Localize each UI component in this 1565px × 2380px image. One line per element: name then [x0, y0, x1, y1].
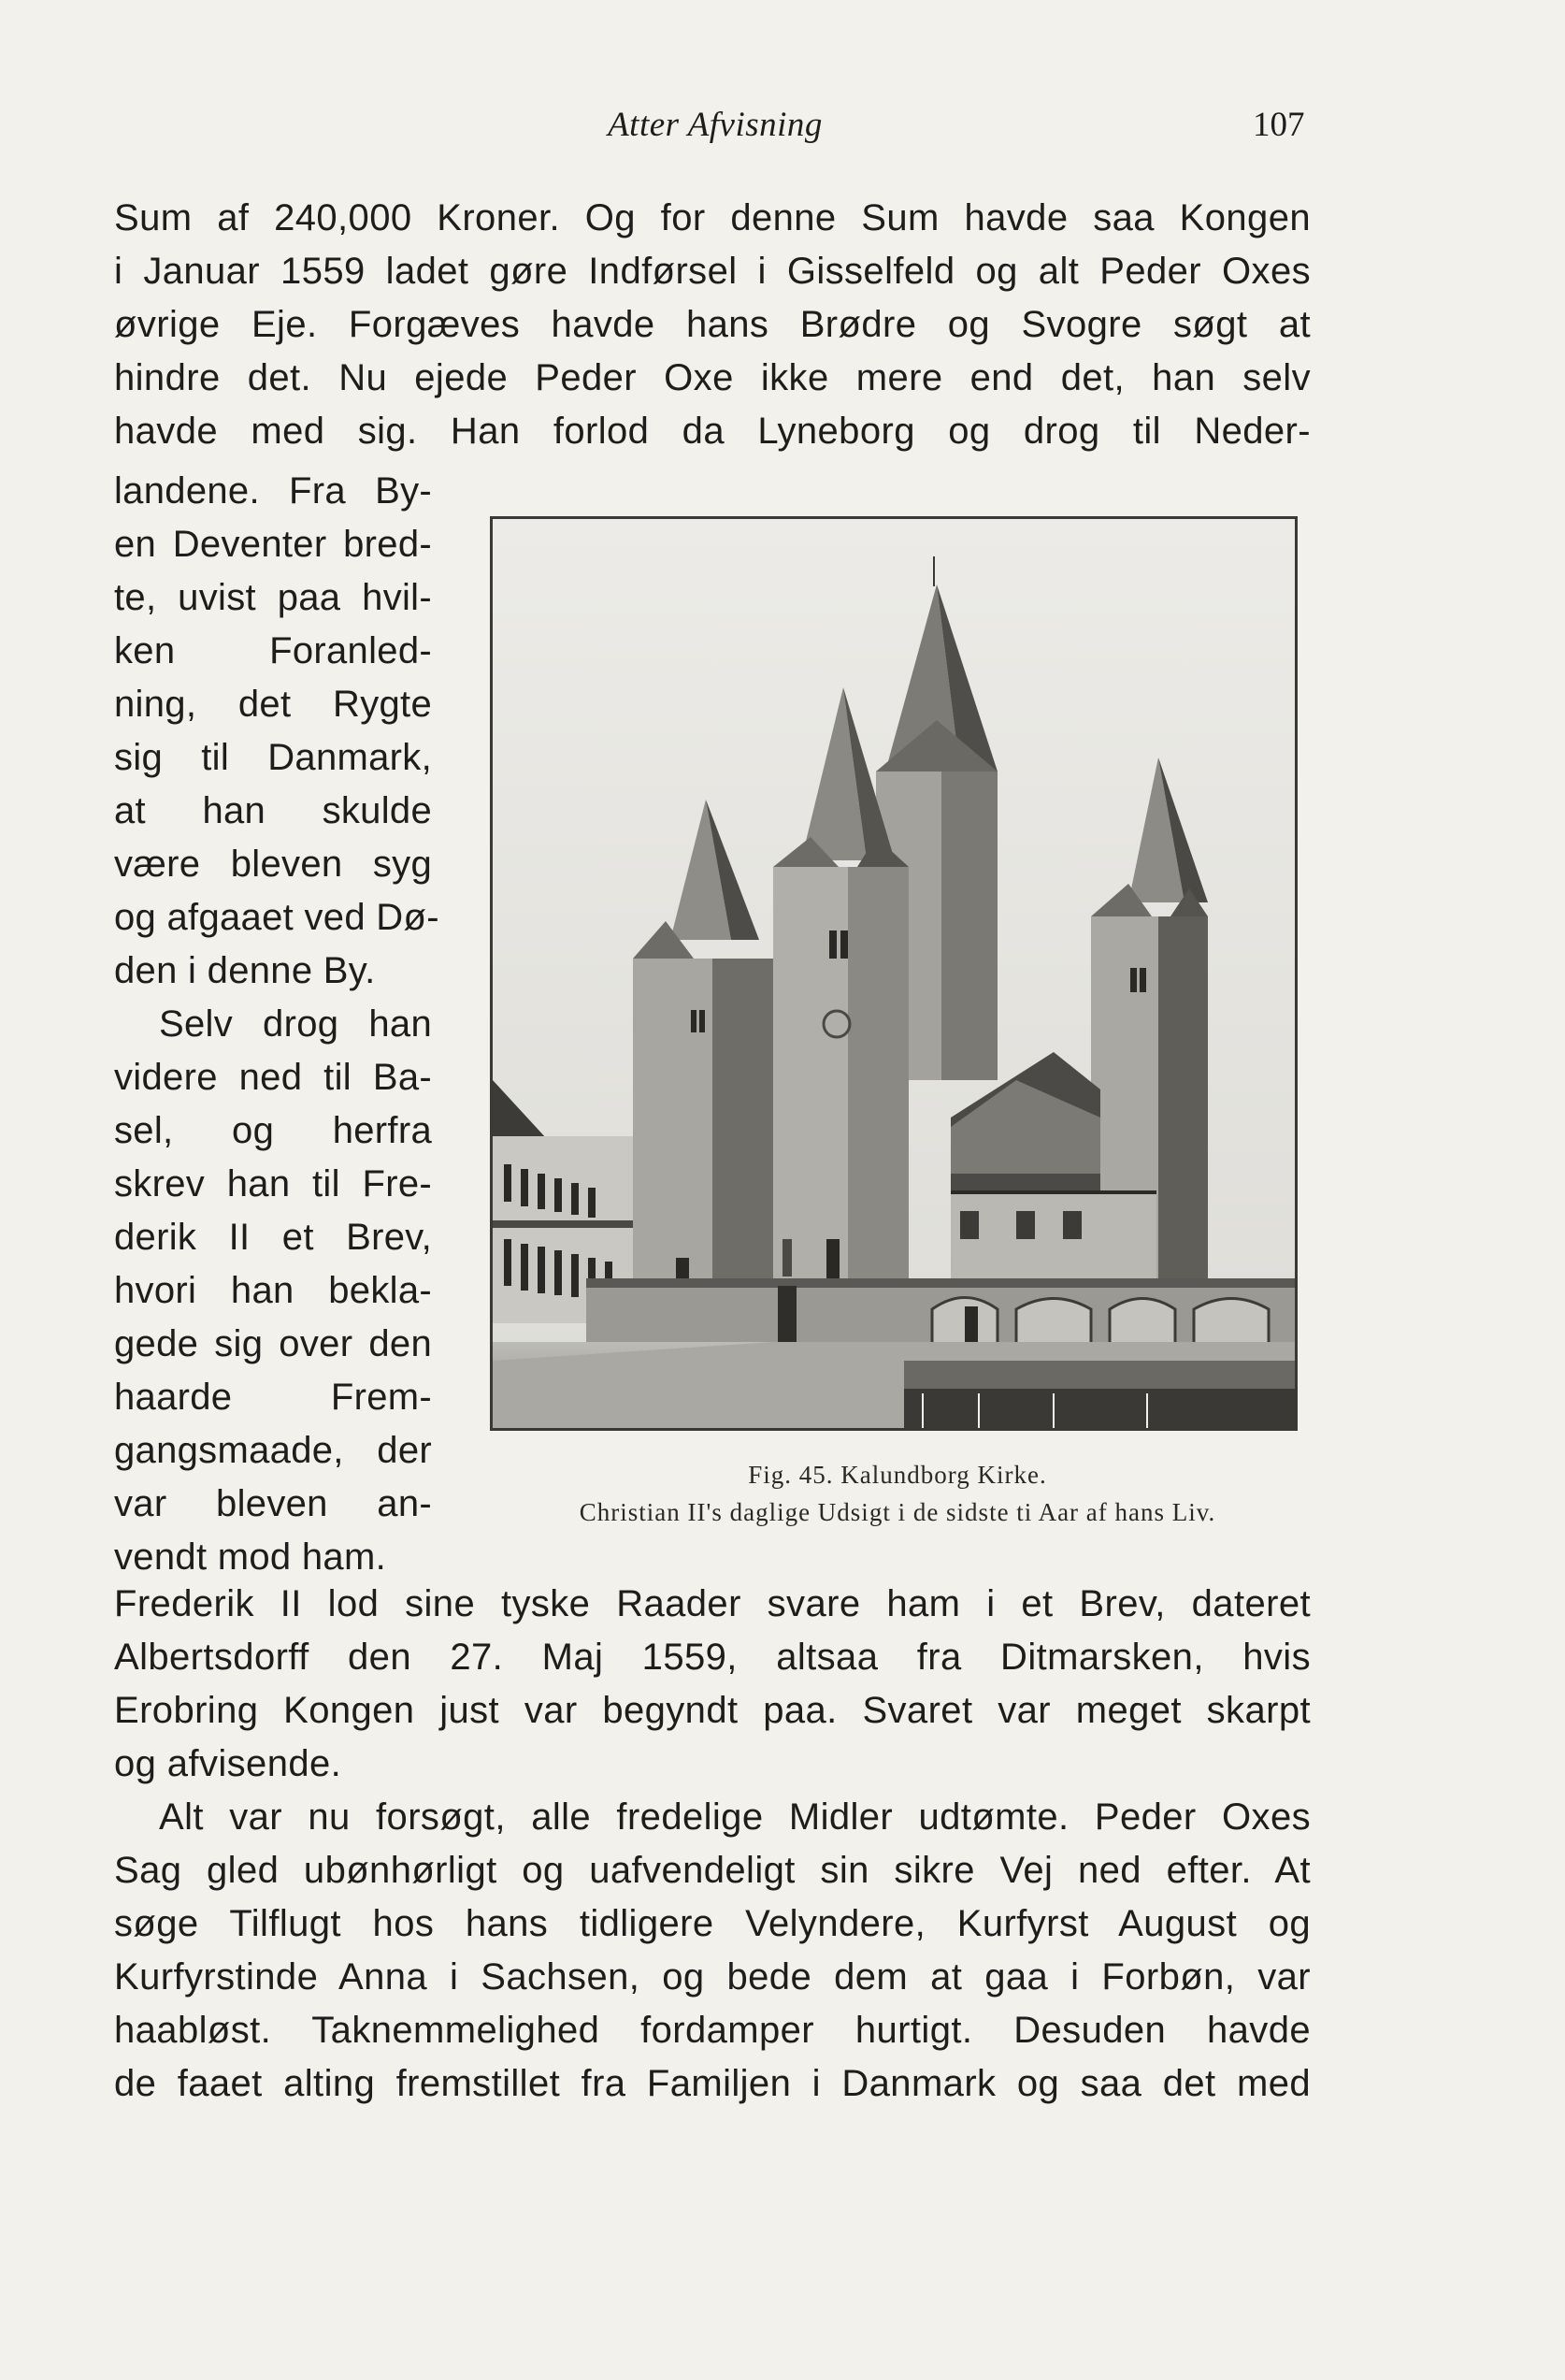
text-line: den i denne By.: [114, 950, 376, 991]
bottom-paragraphs: [114, 1578, 1311, 2111]
text-line: landene. Fra By-: [114, 470, 432, 512]
figure-caption-title: Fig. 45. Kalundborg Kirke.: [748, 1461, 1047, 1489]
text-line: havde med sig. Han forlod da Lyneborg og drog til Neder-: [114, 411, 1311, 452]
running-title: Atter Afvisning: [608, 106, 823, 144]
text-line: de faaet alting fremstillet fra Familjen i Danmark og saa det med: [114, 2063, 1311, 2104]
figure-caption-subtitle: Christian II's daglige Udsigt i de sidste ti Aar af hans Liv.: [579, 1498, 1216, 1526]
church-photograph: [490, 516, 1298, 1431]
text-line: haabløst. Taknemmelighed fordamper hurtigt. Desuden havde: [114, 2010, 1311, 2051]
text-line: ken Foranled-: [114, 630, 432, 671]
text-line: i Januar 1559 ladet gøre Indførsel i Gisselfeld og alt Peder Oxes: [114, 251, 1311, 292]
text-line: hindre det. Nu ejede Peder Oxe ikke mere end det, han selv: [114, 357, 1311, 398]
text-line: sel, og herfra: [114, 1110, 432, 1151]
top-paragraph: [114, 192, 1311, 458]
text-line: videre ned til Ba-: [114, 1057, 432, 1098]
text-line: te, uvist paa hvil-: [114, 577, 432, 618]
text-line: var bleven an-: [114, 1483, 432, 1524]
text-line: gede sig over den: [114, 1323, 432, 1364]
text-line: søge Tilflugt hos hans tidligere Velyndere, Kurfyrst August og: [114, 1903, 1311, 1944]
text-line: Sum af 240,000 Kroner. Og for denne Sum havde saa Kongen: [114, 197, 1311, 238]
text-line: skrev han til Fre-: [114, 1163, 432, 1204]
text-line: Kurfyrstinde Anna i Sachsen, og bede dem at gaa i Forbøn, var: [114, 1956, 1311, 1998]
text-line: Albertsdorff den 27. Maj 1559, altsaa fra Ditmarsken, hvis: [114, 1637, 1311, 1678]
text-line: Sag gled ubønhørligt og uafvendeligt sin sikre Vej ned efter. At: [114, 1850, 1311, 1891]
text-line: øvrige Eje. Forgæves havde hans Brødre og Svogre søgt at: [114, 304, 1311, 345]
text-line: sig til Danmark,: [114, 737, 432, 778]
narrow-column-text: [114, 465, 439, 1584]
text-line: derik II et Brev,: [114, 1217, 432, 1258]
text-line: Selv drog han: [159, 1003, 432, 1045]
text-line: Erobring Kongen just var begyndt paa. Svaret var meget skarpt: [114, 1690, 1311, 1731]
text-line: og afvisende.: [114, 1743, 342, 1784]
text-line: haarde Frem-: [114, 1377, 432, 1418]
text-line: en Deventer bred-: [114, 524, 432, 565]
kalundborg-church-illustration: [493, 519, 1295, 1428]
text-line: Frederik II lod sine tyske Raader svare ham i et Brev, dateret: [114, 1583, 1311, 1624]
running-head: [0, 105, 1565, 153]
page-number: 107: [1253, 106, 1305, 144]
text-line: gangsmaade, der: [114, 1430, 432, 1471]
text-line: at han skulde: [114, 790, 432, 831]
text-line: hvori han bekla-: [114, 1270, 432, 1311]
text-line: vendt mod ham.: [114, 1536, 387, 1578]
text-line: Alt var nu forsøgt, alle fredelige Midler udtømte. Peder Oxes: [159, 1796, 1311, 1838]
text-line: ning, det Rygte: [114, 684, 432, 725]
text-line: være bleven syg: [114, 844, 432, 885]
text-line: og afgaaet ved Dø-: [114, 897, 439, 938]
